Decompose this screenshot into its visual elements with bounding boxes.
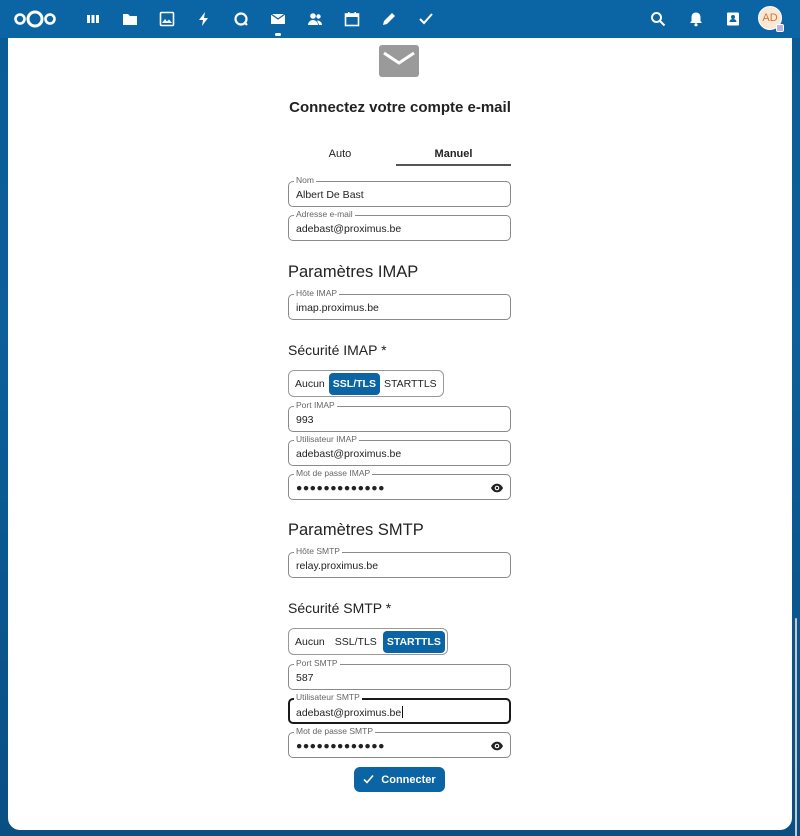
imap-security-starttls[interactable]: STARTTLS [383, 377, 437, 390]
smtp-security-heading: Sécurité SMTP * [288, 600, 392, 616]
show-password-eye-icon[interactable] [490, 481, 504, 495]
imap-port-label: Port IMAP [296, 400, 335, 410]
smtp-host-value: relay.proximus.be [296, 560, 379, 572]
imap-password-label: Mot de passe IMAP [296, 468, 371, 478]
notes-icon[interactable] [378, 8, 400, 30]
name-field[interactable] [288, 175, 511, 207]
imap-password-value: ●●●●●●●●●●●●● [296, 482, 385, 494]
imap-user-label: Utilisateur IMAP [296, 434, 357, 444]
imap-heading: Paramètres IMAP [288, 263, 419, 281]
email-label: Adresse e-mail [296, 209, 353, 219]
smtp-port-label: Port SMTP [296, 658, 338, 668]
smtp-port-value: 587 [296, 672, 314, 684]
connect-button[interactable] [354, 767, 445, 792]
show-password-eye-icon[interactable] [490, 739, 504, 753]
imap-user-field[interactable] [288, 434, 511, 466]
imap-security-selector [288, 370, 444, 397]
email-value: adebast@proximus.be [296, 223, 402, 235]
scrollbar[interactable] [795, 618, 797, 836]
activity-icon[interactable] [193, 8, 215, 30]
smtp-security-none[interactable]: Aucun [295, 635, 325, 648]
account-setup-panel [8, 38, 792, 830]
imap-security-none[interactable]: Aucun [295, 377, 325, 390]
nextcloud-logo-icon[interactable] [12, 8, 58, 30]
top-bar [0, 0, 800, 38]
smtp-user-value-wrap [296, 706, 403, 719]
tab-auto[interactable]: Auto [328, 148, 352, 160]
mail-icon[interactable] [267, 8, 289, 30]
talk-icon[interactable] [230, 8, 252, 30]
tasks-icon[interactable] [415, 8, 437, 30]
avatar[interactable]: AD [758, 6, 782, 30]
smtp-user-value: adebast@proximus.be [296, 707, 402, 719]
dashboard-icon[interactable] [82, 8, 104, 30]
smtp-password-label: Mot de passe SMTP [296, 726, 374, 736]
name-value: Albert De Bast [296, 189, 364, 201]
connect-button-label: Connecter [381, 773, 436, 786]
imap-user-value: adebast@proximus.be [296, 448, 402, 460]
status-badge [776, 24, 784, 32]
notifications-bell-icon[interactable] [685, 8, 707, 30]
smtp-host-label: Hôte SMTP [296, 546, 340, 556]
smtp-security-starttls[interactable]: STARTTLS [383, 631, 445, 653]
smtp-password-value: ●●●●●●●●●●●●● [296, 740, 385, 752]
photos-icon[interactable] [156, 8, 178, 30]
smtp-heading: Paramètres SMTP [288, 521, 424, 539]
imap-password-field[interactable] [288, 468, 511, 500]
search-icon[interactable] [647, 8, 669, 30]
smtp-security-ssl-tls[interactable]: SSL/TLS [334, 635, 377, 648]
page-title: Connectez votre compte e-mail [289, 99, 511, 116]
contacts-menu-icon[interactable] [722, 8, 744, 30]
text-caret [402, 706, 403, 718]
smtp-port-field[interactable] [288, 658, 511, 690]
email-field[interactable] [288, 209, 511, 241]
smtp-user-field[interactable] [288, 692, 511, 724]
imap-security-ssl-tls[interactable]: SSL/TLS [329, 373, 380, 395]
check-icon [363, 774, 374, 785]
imap-host-label: Hôte IMAP [296, 288, 338, 298]
smtp-host-field[interactable] [288, 546, 511, 578]
imap-port-field[interactable] [288, 400, 511, 432]
smtp-user-label: Utilisateur SMTP [296, 692, 360, 702]
imap-port-value: 993 [296, 414, 314, 426]
envelope-icon [379, 45, 419, 77]
contacts-icon[interactable] [304, 8, 326, 30]
imap-host-value: imap.proximus.be [296, 302, 379, 314]
files-icon[interactable] [119, 8, 141, 30]
name-label: Nom [296, 175, 314, 185]
calendar-icon[interactable] [341, 8, 363, 30]
tab-manual[interactable]: Manuel [396, 148, 511, 166]
imap-security-heading: Sécurité IMAP * [288, 342, 387, 358]
smtp-security-selector [288, 628, 448, 655]
imap-host-field[interactable] [288, 288, 511, 320]
smtp-password-field[interactable] [288, 726, 511, 758]
